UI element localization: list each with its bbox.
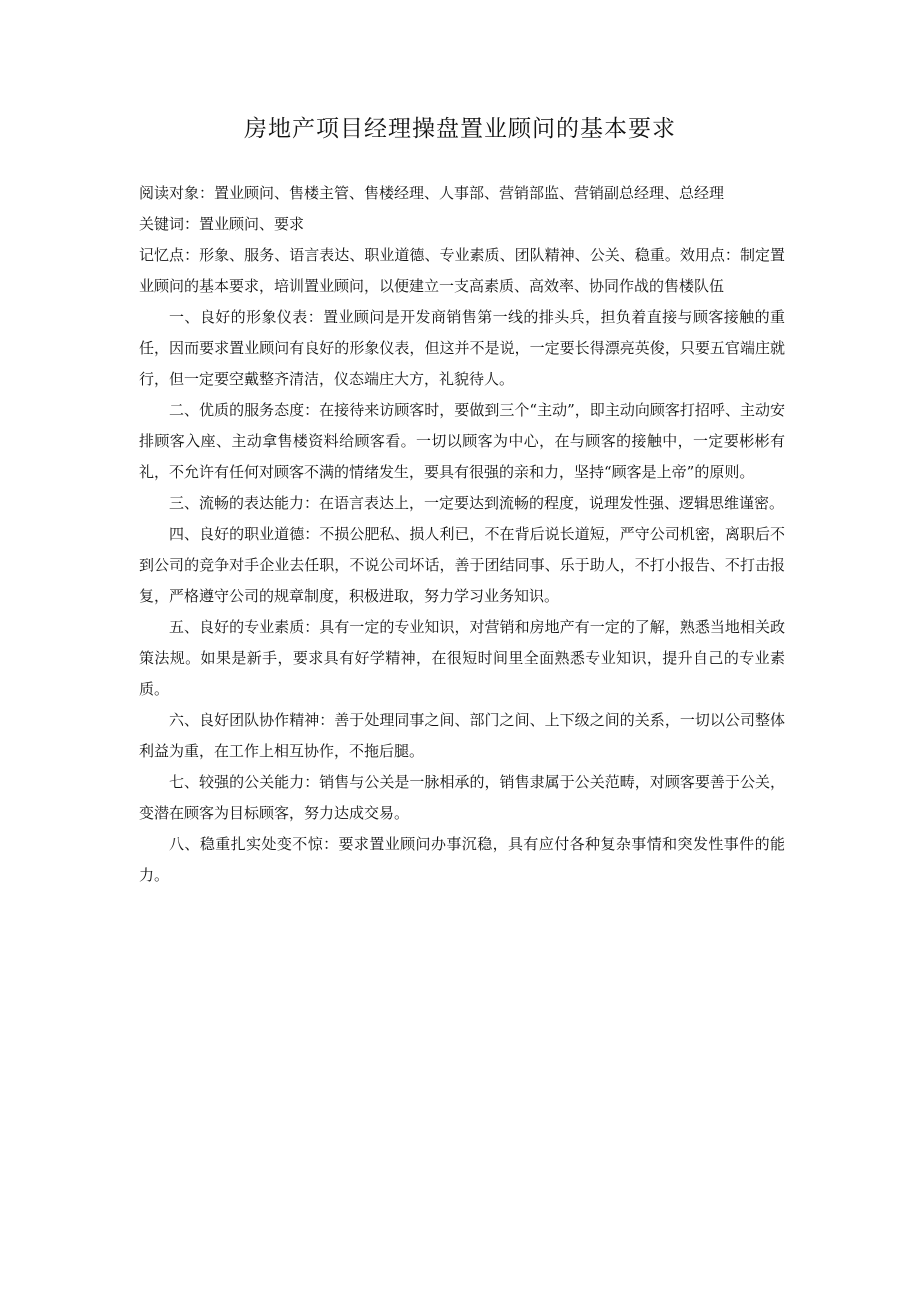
- section-service: 二、优质的服务态度：在接待来访顾客时，要做到三个“主动”，即主动向顾客打招呼、主动安排顾客入座、主动拿售楼资料给顾客看。一切以顾客为中心，在与顾客的接触中，一定要彬彬有礼，不允许有任何对顾客不满的情绪发生，要具有很强的亲和力，坚持“顾客是上帝”的原则。: [139, 401, 785, 481]
- section-ethics: 四、良好的职业道德：不损公肥私、损人利已，不在背后说长道短，严守公司机密，离职后不到公司的竞争对手企业去任职，不说公司坏话，善于团结同事、乐于助人，不打小报告、不打击报复，严格遵守公司的规章制度，积极进取，努力学习业务知识。: [139, 525, 785, 605]
- section-teamwork: 六、良好团队协作精神：善于处理同事之间、部门之间、上下级之间的关系，一切以公司整体利益为重，在工作上相互协作，不拖后腿。: [139, 711, 785, 760]
- document-title: 房地产项目经理操盘置业顾问的基本要求: [244, 116, 676, 142]
- audience-line: 阅读对象：置业顾问、售楼主管、售楼经理、人事部、营销部监、营销副总经理、总经理: [139, 184, 725, 202]
- section-public-relations: 七、较强的公关能力：销售与公关是一脉相承的，销售隶属于公关范畴，对顾客要善于公关，变潜在顾客为目标顾客，努力达成交易。: [139, 773, 785, 822]
- keywords-line: 关键词：置业顾问、要求: [139, 215, 305, 233]
- section-steadiness: 八、稳重扎实处变不惊：要求置业顾问办事沉稳，具有应付各种复杂事情和突发性事件的能力。: [139, 835, 785, 884]
- section-image: 一、良好的形象仪表：置业顾问是开发商销售第一线的排头兵，担负着直接与顾客接触的重任，因而要求置业顾问有良好的形象仪表，但这并不是说，一定要长得漂亮英俊，只要五官端庄就行，但一定要空戴整齐清洁，仪态端庄大方，礼貌待人。: [139, 308, 785, 388]
- section-expression: 三、流畅的表达能力：在语言表达上，一定要达到流畅的程度，说理发性强、逻辑思维谨密。: [169, 494, 785, 512]
- section-professional: 五、良好的专业素质：具有一定的专业知识，对营销和房地产有一定的了解，熟悉当地相关政策法规。如果是新手，要求具有好学精神，在很短时间里全面熟悉专业知识，提升自己的专业素质。: [139, 618, 785, 698]
- document-body: [139, 178, 785, 891]
- memory-effect-line: 记忆点：形象、服务、语言表达、职业道德、专业素质、团队精神、公关、稳重。效用点：制定置业顾问的基本要求，培训置业顾问，以便建立一支高素质、高效率、协同作战的售楼队伍: [139, 246, 785, 295]
